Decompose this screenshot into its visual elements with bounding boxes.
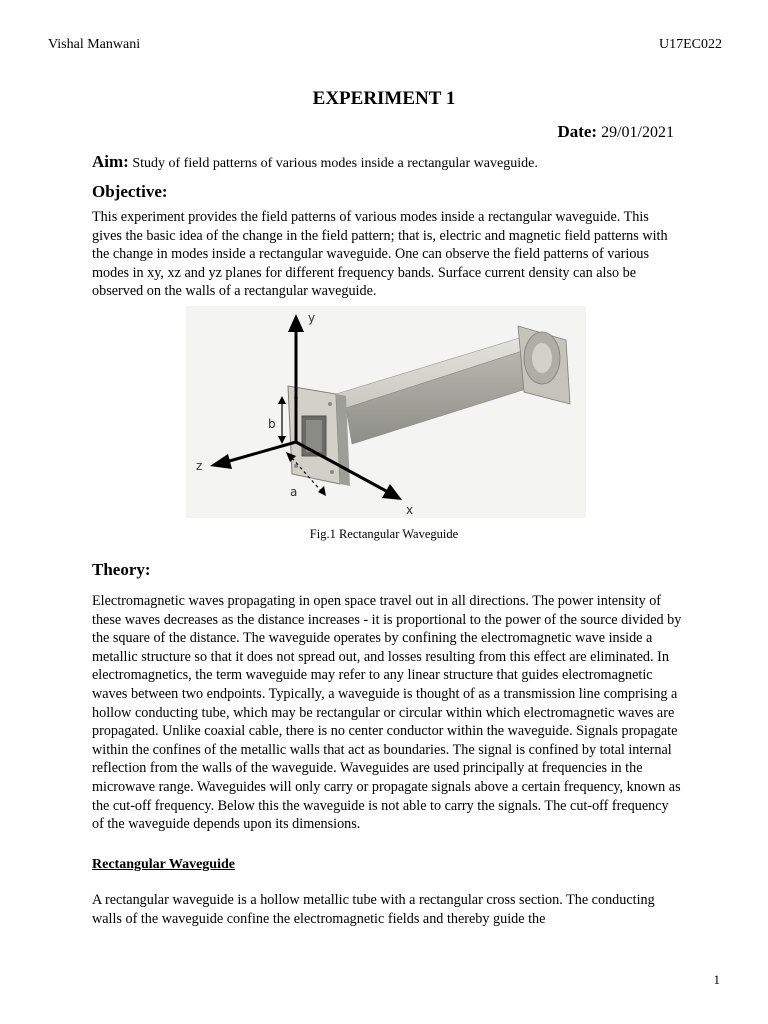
date-line [557,122,674,142]
theory-heading: Theory: [92,560,151,579]
waveguide-illustration [186,306,586,518]
objective-paragraph: This experiment provides the field patterns of various modes inside a rectangular waveguide. This gives the basic idea of the change in the field pattern; that is, electric and magnetic field patterns with the change in modes inside a rectangular waveguide. One can observe the field patterns of various modes in xy, xz and yz planes for different frequency bands. Surface current density can also be observed on the walls of a rectangular waveguide. [92,209,668,300]
page-number: 1 [713,972,720,987]
rectangular-waveguide-paragraph: A rectangular waveguide is a hollow metallic tube with a rectangular cross section. The conducting walls of the waveguide confine the electromagnetic fields and thereby guide the [92,892,655,927]
theory-paragraph: Electromagnetic waves propagating in open space travel out in all directions. The power intensity of these waves decreases as the distance increases - it is proportional to the power of the source divided by the square of the distance. The waveguide operates by confining the electromagnetic wave inside a metallic structure so that it does not spread out, and losses resulting from this effect are eliminated. In electromagnetics, the term waveguide may refer to any linear structure that guides electromagnetic waves between two endpoints. Typically, a waveguide is thought of as a transmission line comprising a hollow conducting tube, which may be rectangular or circular within which electromagnetic waves are propagated. Unlike coaxial cable, there is no center conductor within the waveguide. Signals propagate within the confines of the metallic walls that act as boundaries. The signal is confined by total internal reflection from the walls of the waveguide. Waveguides are used principally at frequencies in the microwave range. Waveguides will only carry or propagate signals above a certain frequency, known as the cut-off frequency. Below this the waveguide is not able to carry the signals. The cut-off frequency of the waveguide depends upon its dimensions. [92,593,682,833]
date-label: Date: [557,122,598,141]
waveguide-figure [186,306,586,518]
header-roll-number: U17EC022 [659,37,722,52]
b-dimension-label: b [268,417,276,431]
date-value: 29/01/2021 [601,124,674,141]
aim-line [92,152,538,172]
rectangular-waveguide-heading: Rectangular Waveguide [92,857,235,872]
y-axis-label: y [308,311,316,325]
aim-text: Study of field patterns of various modes inside a rectangular waveguide. [132,156,538,171]
a-dimension-label: a [290,485,298,499]
header-author: Vishal Manwani [48,37,141,52]
z-axis-label: z [196,459,203,473]
x-axis-label: x [406,503,414,517]
figure-caption: Fig.1 Rectangular Waveguide [309,527,459,541]
page-title: EXPERIMENT 1 [312,88,456,109]
aim-label: Aim: [92,152,129,171]
objective-heading: Objective: [92,182,168,201]
